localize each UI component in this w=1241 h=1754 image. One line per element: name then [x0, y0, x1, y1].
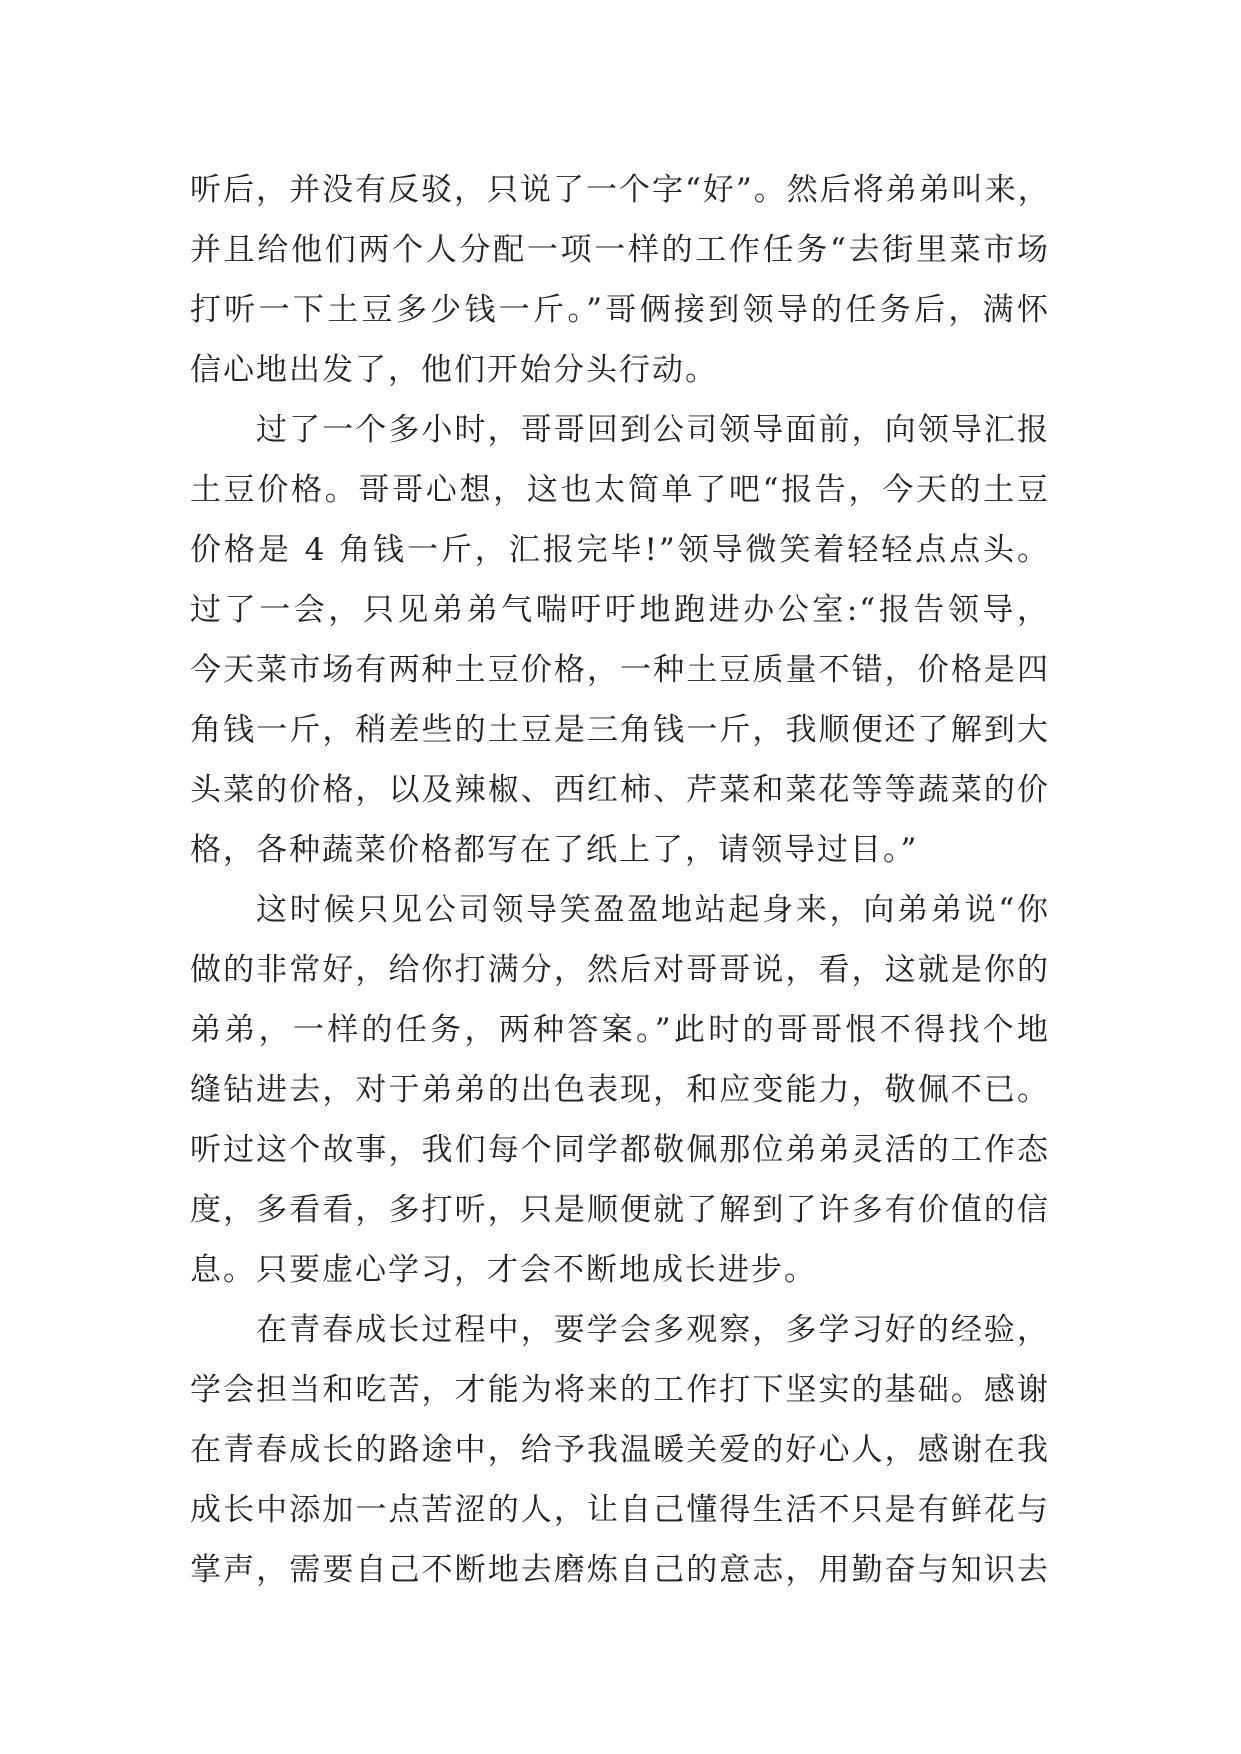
- document-body: [190, 160, 1050, 1600]
- text-line: 头菜的价格，以及辣椒、西红柿、芹菜和菜花等等蔬菜的价: [190, 772, 1050, 808]
- text-line: 缝钻进去，对于弟弟的出色表现，和应变能力，敬佩不已。: [190, 1072, 1050, 1108]
- text-line: 角钱一斤，稍差些的土豆是三角钱一斤，我顺便还了解到大: [190, 712, 1050, 748]
- paragraph-2: [190, 400, 1050, 880]
- text-line: 这时候只见公司领导笑盈盈地站起身来，向弟弟说“你: [256, 892, 1050, 928]
- text-line: 价格是 4 角钱一斤，汇报完毕!”领导微笑着轻轻点点头。: [190, 532, 1050, 568]
- text-line: 在青春成长过程中，要学会多观察，多学习好的经验，: [256, 1312, 1050, 1348]
- text-line: 学会担当和吃苦，才能为将来的工作打下坚实的基础。感谢: [190, 1372, 1050, 1408]
- text-line: 信心地出发了，他们开始分头行动。: [190, 352, 718, 388]
- text-line: 成长中添加一点苦涩的人，让自己懂得生活不只是有鲜花与: [190, 1492, 1050, 1528]
- text-line: 息。只要虚心学习，才会不断地成长进步。: [190, 1252, 817, 1288]
- text-line: 掌声，需要自己不断地去磨炼自己的意志，用勤奋与知识去: [190, 1552, 1050, 1588]
- text-line: 听过这个故事，我们每个同学都敬佩那位弟弟灵活的工作态: [190, 1132, 1050, 1168]
- text-line: 在青春成长的路途中，给予我温暖关爱的好心人，感谢在我: [190, 1432, 1050, 1468]
- paragraph-4: [190, 1300, 1050, 1600]
- text-line: 过了一个多小时，哥哥回到公司领导面前，向领导汇报: [256, 412, 1050, 448]
- text-line: 弟弟，一样的任务，两种答案。”此时的哥哥恨不得找个地: [190, 1012, 1050, 1048]
- text-line: 并且给他们两个人分配一项一样的工作任务“去街里菜市场: [190, 232, 1050, 268]
- text-line: 土豆价格。哥哥心想，这也太简单了吧“报告，今天的土豆: [190, 472, 1050, 508]
- text-line: 过了一会，只见弟弟气喘吁吁地跑进办公室:“报告领导，: [190, 592, 1050, 628]
- paragraph-1: [190, 160, 1050, 400]
- text-line: 做的非常好，给你打满分，然后对哥哥说，看，这就是你的: [190, 952, 1050, 988]
- text-line: 度，多看看，多打听，只是顺便就了解到了许多有价值的信: [190, 1192, 1050, 1228]
- text-line: 打听一下土豆多少钱一斤。”哥俩接到领导的任务后，满怀: [190, 292, 1050, 328]
- text-line: 听后，并没有反驳，只说了一个字“好”。然后将弟弟叫来，: [190, 172, 1051, 208]
- text-line: 格，各种蔬菜价格都写在了纸上了，请领导过目。”: [190, 832, 919, 868]
- text-line: 今天菜市场有两种土豆价格，一种土豆质量不错，价格是四: [190, 652, 1050, 688]
- paragraph-3: [190, 880, 1050, 1300]
